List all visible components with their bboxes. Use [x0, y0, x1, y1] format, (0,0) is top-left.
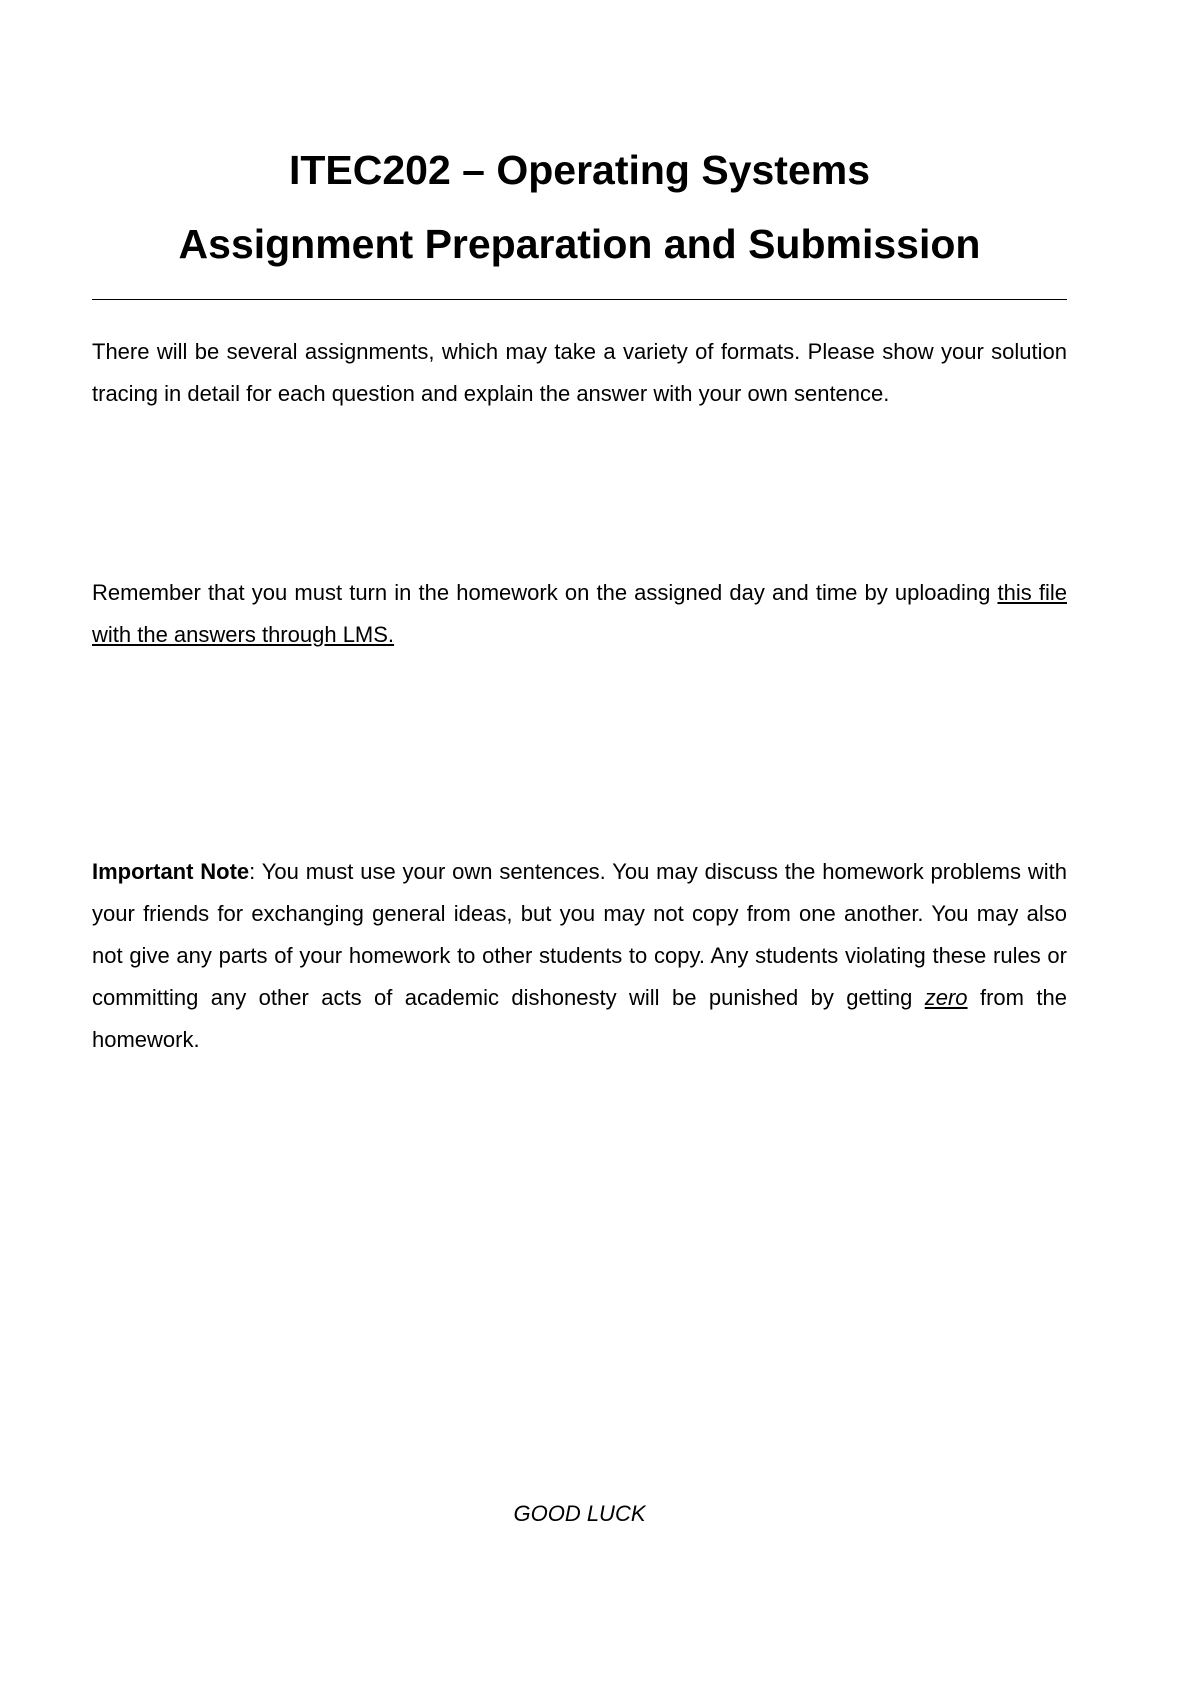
title-divider — [92, 299, 1067, 300]
important-note-paragraph — [92, 851, 1067, 1061]
submission-paragraph — [92, 572, 1067, 656]
page-title: ITEC202 – Operating Systems — [288, 147, 871, 193]
important-note-label: Important Note — [92, 859, 250, 884]
submission-underlined-text: this file with the answers through LMS. — [92, 580, 1067, 647]
submission-text: Remember that you must turn in the homework on the assigned day and time by uploading — [92, 580, 998, 605]
intro-paragraph: There will be several assignments, which may take a variety of formats. Please show your solution tracing in detail for each question and explain the answer with your own sentence. — [92, 339, 1067, 406]
important-note-text: : You must use your own sentences. You may discuss the homework problems with your friends for exchanging general ideas, but you may not copy from one another. You may also not give any parts of your homework to other students to copy. Any students violating these rules or committing any other acts of academic dishonesty will be punished by getting — [92, 859, 1067, 1010]
zero-emphasis: zero — [924, 985, 968, 1010]
closing-text: GOOD LUCK — [513, 1501, 646, 1526]
important-note-ending: from the homework. — [92, 985, 1067, 1052]
page-subtitle: Assignment Preparation and Submission — [178, 221, 981, 267]
